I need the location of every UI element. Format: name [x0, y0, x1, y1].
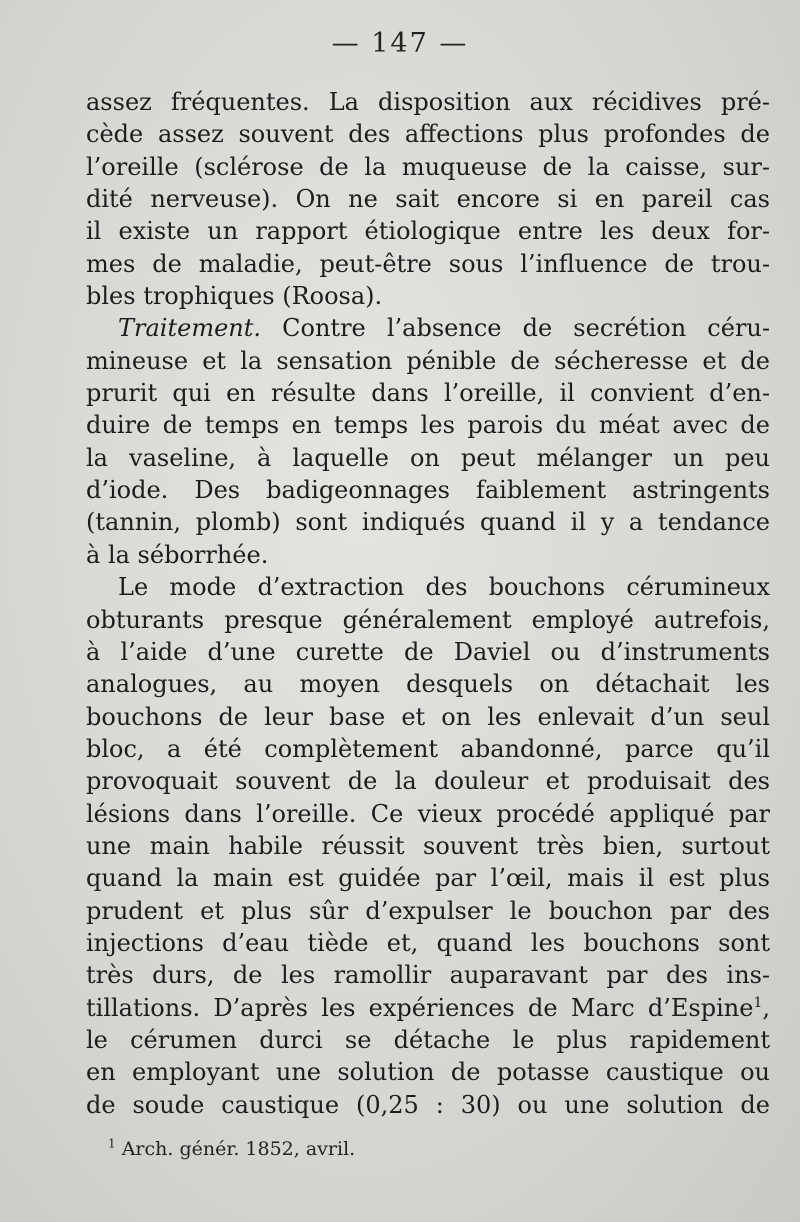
text-line: prudent et plus sûr d’expulser le bouchon par des — [86, 896, 770, 925]
text-line: d’iode. Des badigeonnages faiblement astringents — [86, 476, 770, 505]
text-line: (tannin, plomb) sont indiqués quand il y a tendance — [86, 508, 770, 537]
text-line: duire de temps en temps les parois du méat avec de — [86, 411, 770, 440]
footnote — [108, 1136, 355, 1162]
text-line: bouchons de leur base et on les enlevait d’un seul — [86, 702, 770, 731]
text-fragment: Contre l’absence de secrétion céru- — [282, 314, 770, 343]
text-line: mes de maladie, peut-être sous l’influence de trou- — [86, 249, 770, 278]
text-line — [86, 992, 770, 1024]
text-line: lésions dans l’oreille. Ce vieux procédé appliqué par — [86, 799, 770, 828]
text-line: l’oreille (sclérose de la muqueuse de la caisse, sur- — [86, 152, 770, 181]
footnote-reference: 1 — [753, 994, 763, 1011]
footnote-marker: 1 — [108, 1136, 116, 1151]
body-text — [86, 86, 770, 1121]
text-line: assez fréquentes. La disposition aux récidives pré- — [86, 88, 770, 116]
text-line: Le mode d’extraction des bouchons cérumineux — [118, 573, 770, 602]
text-line: à la séborrhée. — [86, 540, 269, 569]
text-line: analogues, au moyen desquels on détachait les — [86, 670, 770, 699]
text-line: quand la main est guidée par l’œil, mais il est plus — [86, 864, 770, 893]
text-line: mineuse et la sensation pénible de sécheresse et de — [86, 346, 770, 375]
text-line: cède assez souvent des affections plus profondes de — [86, 120, 770, 149]
text-line: de soude caustique (0,25 : 30) ou une solution de — [86, 1090, 770, 1119]
text-line: bles trophiques (Roosa). — [86, 282, 383, 311]
text-fragment: , — [762, 993, 770, 1022]
section-heading: Traitement. — [118, 314, 262, 343]
text-line: une main habile réussit souvent très bien, surtout — [86, 831, 770, 860]
text-line: la vaseline, à laquelle on peut mélanger un peu — [86, 443, 770, 472]
text-line: à l’aide d’une curette de Daviel ou d’instruments — [86, 637, 770, 666]
text-line: bloc, a été complètement abandonné, parce qu’il — [86, 734, 770, 763]
text-line: prurit qui en résulte dans l’oreille, il convient d’en- — [86, 379, 770, 408]
text-line: dité nerveuse). On ne sait encore si en pareil cas — [86, 185, 770, 214]
text-line: injections d’eau tiède et, quand les bouchons sont — [86, 928, 770, 957]
text-line: le cérumen durci se détache le plus rapidement — [86, 1025, 770, 1054]
page-number: — 147 — — [331, 28, 469, 59]
text-line — [86, 312, 770, 344]
footnote-text: Arch. génér. 1852, avril. — [121, 1138, 356, 1160]
text-line: provoquait souvent de la douleur et produisait des — [86, 767, 770, 796]
text-line: il existe un rapport étiologique entre les deux for- — [86, 217, 770, 246]
text-line: obturants presque généralement employé autrefois, — [86, 605, 770, 634]
text-line: très durs, de les ramollir auparavant par des ins- — [86, 961, 770, 990]
text-fragment: tillations. D’après les expériences de Marc d’Espine — [86, 993, 754, 1022]
text-line: en employant une solution de potasse caustique ou — [86, 1058, 770, 1087]
